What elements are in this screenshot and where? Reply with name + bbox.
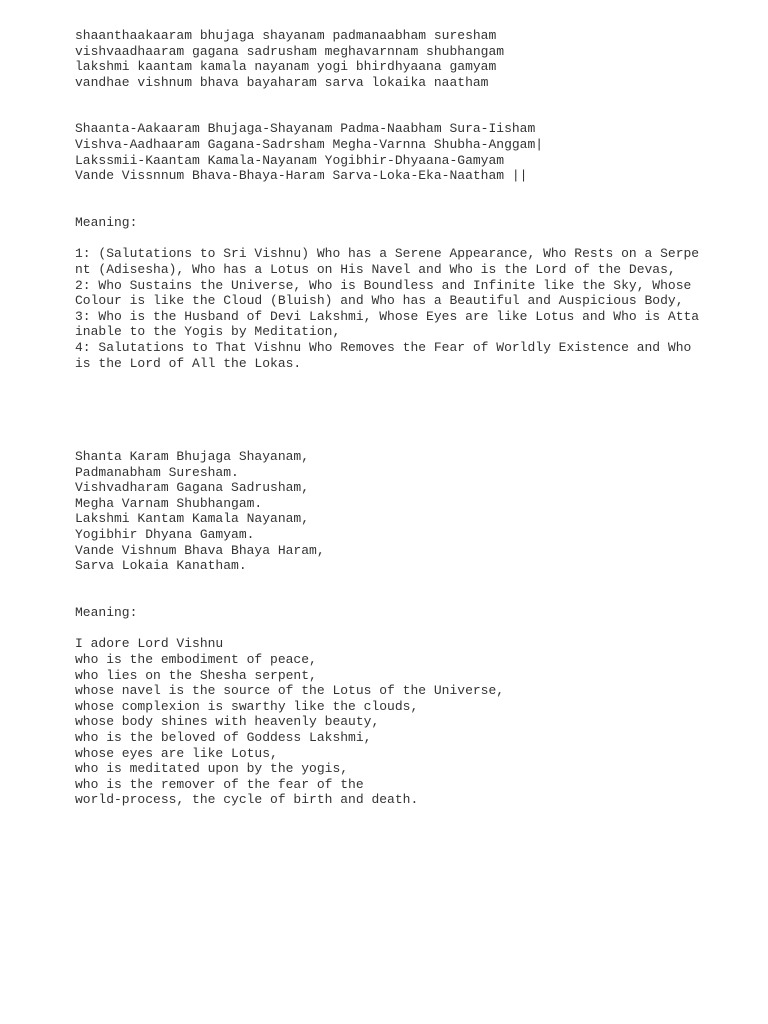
meaning-line: whose navel is the source of the Lotus of the Universe, (75, 683, 505, 699)
meaning-line: inable to the Yogis by Meditation, (75, 324, 341, 340)
meaning-line: who is the embodiment of peace, (75, 652, 317, 668)
meaning-line: whose body shines with heavenly beauty, (75, 714, 380, 730)
meaning-line: 3: Who is the Husband of Devi Lakshmi, Whose Eyes are like Lotus and Who is Atta (75, 308, 700, 324)
meaning-line: 1: (Salutations to Sri Vishnu) Who has a Serene Appearance, Who Rests on a Serpe (75, 246, 700, 262)
verse-transliteration-1 (75, 28, 755, 90)
verse-line: Padmanabham Suresham. (75, 464, 239, 480)
meaning-line: is the Lord of All the Lokas. (75, 355, 302, 371)
verse-line: Vishvadharam Gagana Sadrusham, (75, 480, 310, 496)
verse-line: vishvaadhaaram gagana sadrusham meghavarnnam shubhangam (75, 43, 505, 59)
verse-line: Vande Vishnum Bhava Bhaya Haram, (75, 542, 325, 558)
verse-transliteration-3 (75, 449, 755, 574)
verse-line: Lakssmii-Kaantam Kamala-Nayanam Yogibhir-Dhyaana-Gamyam (75, 152, 505, 168)
verse-line: Shaanta-Aakaaram Bhujaga-Shayanam Padma-Naabham Sura-Iisham (75, 121, 536, 137)
meaning-line: 2: Who Sustains the Universe, Who is Boundless and Infinite like the Sky, Whose (75, 277, 692, 293)
meaning-line: I adore Lord Vishnu (75, 636, 224, 652)
meaning-line: nt (Adisesha), Who has a Lotus on His Navel and Who is the Lord of the Devas, (75, 261, 676, 277)
verse-line: Megha Varnam Shubhangam. (75, 495, 263, 511)
verse-line: Shanta Karam Bhujaga Shayanam, (75, 449, 310, 465)
meaning-line: who is meditated upon by the yogis, (75, 761, 349, 777)
verse-transliteration-2 (75, 121, 755, 183)
meaning-line: who is the remover of the fear of the (75, 776, 364, 792)
document-page (75, 28, 755, 808)
meaning-heading: Meaning: (75, 604, 138, 620)
meaning-line: 4: Salutations to That Vishnu Who Removes the Fear of Worldly Existence and Who (75, 339, 692, 355)
verse-line: Yogibhir Dhyana Gamyam. (75, 527, 255, 543)
meaning-line: who is the beloved of Goddess Lakshmi, (75, 730, 372, 745)
meaning-line: whose eyes are like Lotus, (75, 745, 278, 761)
verse-line: shaanthaakaaram bhujaga shayanam padmanaabham suresham (75, 28, 497, 43)
meaning-line: Colour is like the Cloud (Bluish) and Who has a Beautiful and Auspicious Body, (75, 293, 684, 309)
meaning-heading: Meaning: (75, 214, 138, 230)
verse-line: Sarva Lokaia Kanatham. (75, 558, 247, 574)
verse-line: Vishva-Aadhaaram Gagana-Sadrsham Megha-Varnna Shubha-Anggam| (75, 136, 544, 152)
verse-line: vandhae vishnum bhava bayaharam sarva lokaika naatham (75, 74, 489, 90)
verse-line: lakshmi kaantam kamala nayanam yogi bhirdhyaana gamyam (75, 59, 497, 75)
meaning-line: whose complexion is swarthy like the clouds, (75, 698, 419, 714)
meaning-line: who lies on the Shesha serpent, (75, 667, 317, 683)
meaning-line: world-process, the cycle of birth and death. (75, 792, 419, 808)
verse-line: Vande Vissnnum Bhava-Bhaya-Haram Sarva-Loka-Eka-Naatham || (75, 168, 528, 184)
meaning-2 (75, 636, 755, 808)
meaning-1 (75, 246, 755, 371)
verse-line: Lakshmi Kantam Kamala Nayanam, (75, 511, 310, 527)
